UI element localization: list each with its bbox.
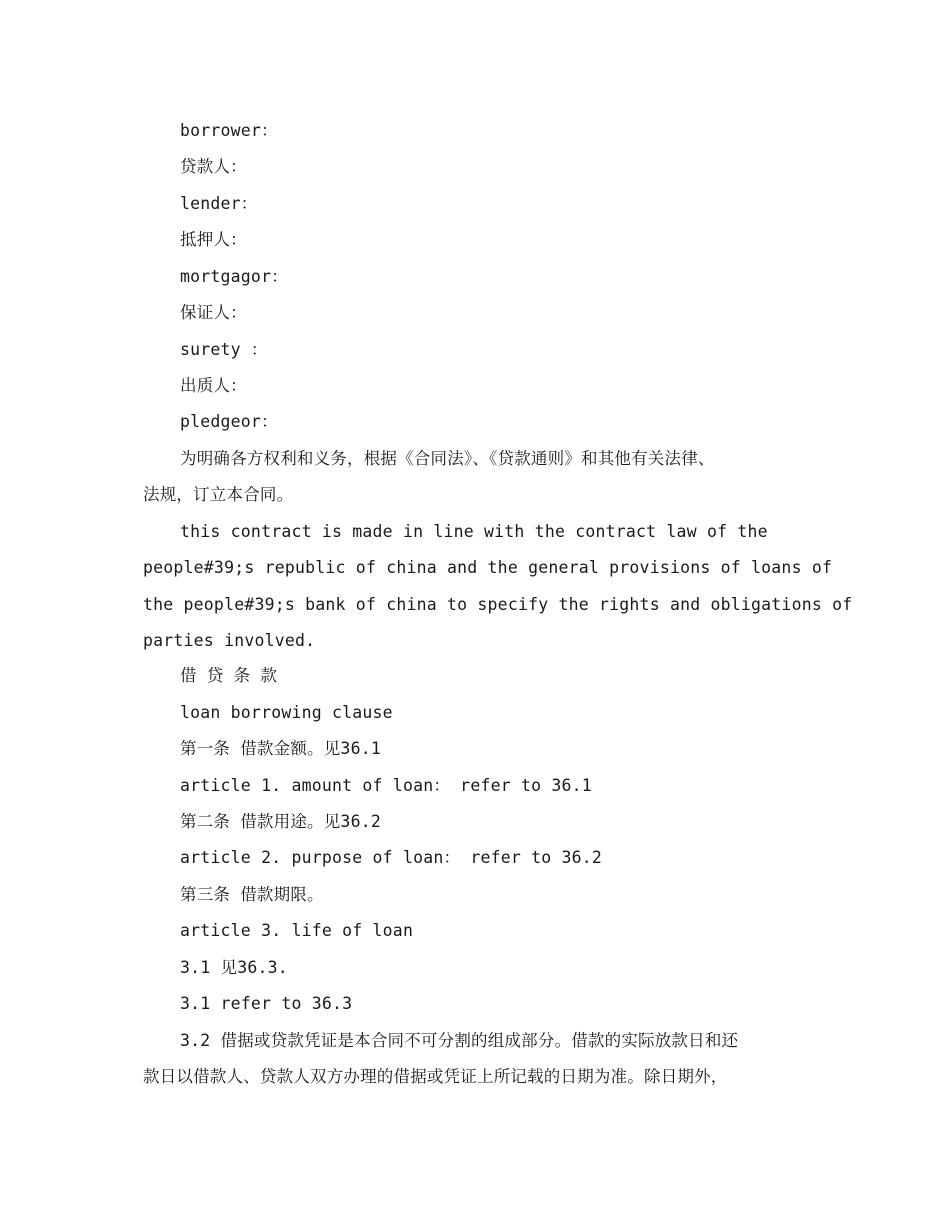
article-3-cn: 第三条 借款期限。 (180, 885, 324, 904)
borrower-label-en: borrower： (180, 121, 278, 140)
preamble-en-line-1: this contract is made in line with the contract law of the (180, 522, 768, 541)
surety-label-en: surety ： (180, 340, 268, 359)
mortgagor-label-en: mortgagor： (180, 267, 288, 286)
section-heading-en: loan borrowing clause (180, 703, 393, 722)
section-heading-cn: 借 贷 条 款 (180, 666, 278, 685)
clause-3-1-cn: 3.1 见36.3. (180, 958, 288, 977)
preamble-cn-line-1: 为明确各方权利和义务，根据《合同法》、《贷款通则》和其他有关法律、 (180, 449, 715, 468)
article-1-en: article 1. amount of loan： refer to 36.1 (180, 776, 592, 795)
pledgeor-label-cn: 出质人： (180, 376, 247, 395)
article-1-cn: 第一条 借款金额。见36.1 (180, 739, 381, 758)
preamble-cn-line-2: 法规，订立本合同。 (143, 485, 294, 504)
preamble-en-line-4: parties involved. (143, 631, 316, 650)
mortgagor-label-cn: 抵押人： (180, 230, 247, 249)
preamble-en-line-2: people#39;s republic of china and the general provisions of loans of (143, 558, 833, 577)
article-2-en: article 2. purpose of loan： refer to 36.2 (180, 848, 603, 867)
surety-label-cn: 保证人： (180, 303, 247, 322)
clause-3-2-cn-line-1: 3.2 借据或贷款凭证是本合同不可分割的组成部分。借款的实际放款日和还 (180, 1031, 739, 1050)
clause-3-2-cn-line-2: 款日以借款人、贷款人双方办理的借据或凭证上所记载的日期为准。除日期外， (143, 1067, 728, 1086)
lender-label-en: lender： (180, 194, 258, 213)
lender-label-cn: 贷款人： (180, 157, 247, 176)
clause-3-1-en: 3.1 refer to 36.3 (180, 994, 353, 1013)
article-2-cn: 第二条 借款用途。见36.2 (180, 812, 381, 831)
preamble-en-line-3: the people#39;s bank of china to specify the rights and obligations of (143, 595, 853, 614)
article-3-en: article 3. life of loan (180, 921, 414, 940)
pledgeor-label-en: pledgeor： (180, 412, 278, 431)
